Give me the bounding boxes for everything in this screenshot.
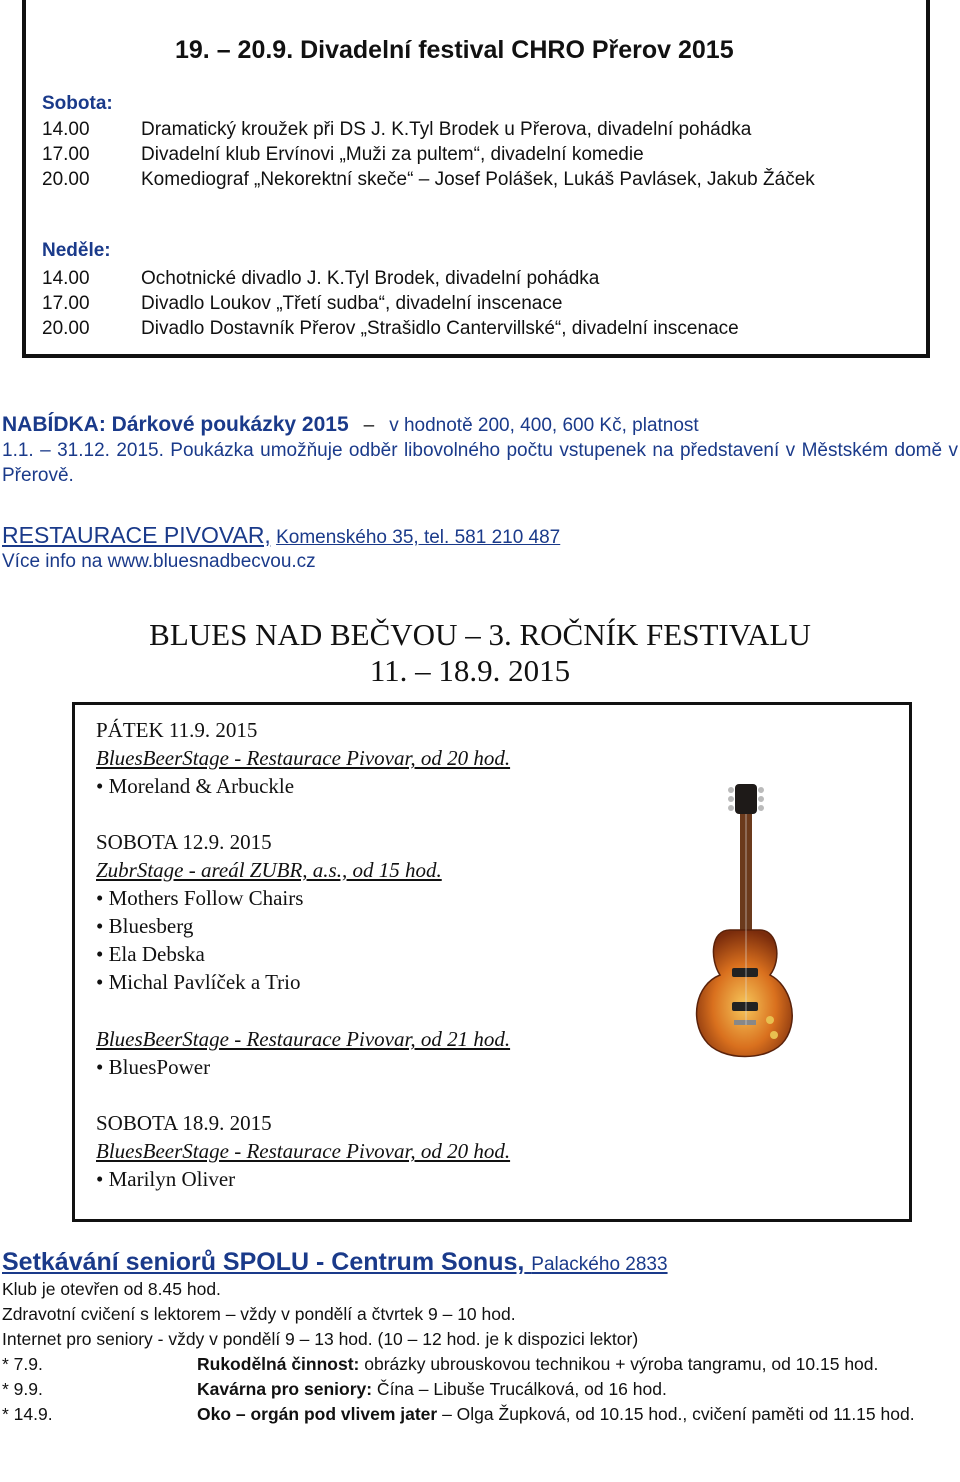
blues-band: • BluesPower [96, 1055, 211, 1079]
restaurant-section [2, 523, 560, 574]
restaurant-address: Komenského 35, tel. 581 210 487 [276, 527, 561, 548]
event-date: * 7.9. [2, 1354, 43, 1374]
blues-stage: ZubrStage - areál ZUBR, a.s., od 15 hod. [96, 858, 442, 882]
blues-stage: BluesBeerStage - Restaurace Pivovar, od 20 hod. [96, 1139, 511, 1163]
event-title: Rukodělná činnost: [197, 1354, 360, 1374]
restaurant-name: RESTAURACE PIVOVAR, [2, 522, 271, 548]
seniors-address: Palackého 2833 [531, 1254, 668, 1275]
offer-dash: – [363, 415, 375, 436]
day-label-sunday: Neděle: [42, 240, 111, 261]
event-text: Čína – Libuše Trucálková, od 16 hod. [372, 1379, 667, 1399]
blues-title-block [0, 617, 960, 689]
seniors-event [2, 1402, 958, 1427]
schedule-text: Ochotnické divadlo J. K.Tyl Brodek, divadelní pohádka [141, 268, 600, 289]
blues-band: • Michal Pavlíček a Trio [96, 970, 301, 994]
event-date: * 14.9. [2, 1404, 53, 1424]
restaurant-info: Více info na www.bluesnadbecvou.cz [2, 551, 316, 572]
blues-band: • Mothers Follow Chairs [96, 886, 304, 910]
schedule-time: 20.00 [42, 318, 90, 339]
event-title: Kavárna pro seniory: [197, 1379, 373, 1399]
seniors-title: Setkávání seniorů SPOLU - Centrum Sonus, [2, 1248, 525, 1276]
seniors-title-line [2, 1250, 958, 1277]
schedule-row [42, 266, 881, 291]
schedule-text: Divadlo Dostavník Přerov „Strašidlo Cantervillské“, divadelní inscenace [141, 318, 739, 339]
seniors-section [2, 1250, 958, 1427]
offer-text: 1.1. – 31.12. 2015. Poukázka umožňuje odběr libovolného počtu vstupenek na představení v Městském domě v Přerově. [2, 440, 958, 486]
blues-band: • Bluesberg [96, 914, 194, 938]
blues-stage: BluesBeerStage - Restaurace Pivovar, od 20 hod. [96, 746, 511, 770]
schedule-text: Komediograf „Nekorektní skeče“ – Josef Polášek, Lukáš Pavlásek, Jakub Žáček [141, 169, 815, 190]
blues-day: PÁTEK 11.9. 2015 [96, 718, 258, 742]
schedule-time: 17.00 [42, 144, 90, 165]
blues-title: BLUES NAD BEČVOU – 3. ROČNÍK FESTIVALU [149, 617, 811, 652]
schedule-text: Divadelní klub Ervínovi „Muži za pultem“, divadelní komedie [141, 144, 644, 165]
blues-day: SOBOTA 18.9. 2015 [96, 1111, 272, 1135]
offer-values: v hodnotě 200, 400, 600 Kč, platnost [389, 415, 699, 436]
day-label-saturday: Sobota: [42, 93, 113, 114]
blues-band: • Moreland & Arbuckle [96, 774, 295, 798]
schedule-text: Dramatický kroužek při DS J. K.Tyl Brodek u Přerova, divadelní pohádka [141, 119, 752, 140]
event-date: * 9.9. [2, 1379, 43, 1399]
blues-band: • Marilyn Oliver [96, 1167, 236, 1191]
blues-dates: 11. – 18.9. 2015 [369, 653, 571, 688]
schedule-row [42, 316, 881, 341]
blues-band: • Ela Debska [96, 942, 205, 966]
seniors-info: Internet pro seniory - vždy v pondělí 9 – 13 hod. (10 – 12 hod. je k dispozici lektor) [2, 1329, 639, 1349]
schedule-text: Divadlo Loukov „Třetí sudba“, divadelní inscenace [141, 293, 563, 314]
seniors-info: Zdravotní cvičení s lektorem – vždy v pondělí a čtvrtek 9 – 10 hod. [2, 1304, 516, 1324]
blues-day: SOBOTA 12.9. 2015 [96, 830, 272, 854]
guitar-icon [690, 780, 800, 1065]
seniors-event [2, 1352, 958, 1377]
event-title: Oko – orgán pod vlivem jater [197, 1404, 438, 1424]
seniors-event [2, 1377, 958, 1402]
event-text: obrázky ubrouskovou technikou + výroba tangramu, od 10.15 hod. [359, 1354, 879, 1374]
schedule-time: 14.00 [42, 119, 90, 140]
schedule-time: 20.00 [42, 169, 90, 190]
offer-heading: NABÍDKA: Dárkové poukázky 2015 [2, 413, 349, 436]
schedule-row [42, 117, 881, 142]
schedule-time: 14.00 [42, 268, 90, 289]
seniors-info: Klub je otevřen od 8.45 hod. [2, 1279, 221, 1299]
event-text: – Olga Župková, od 10.15 hod., cvičení paměti od 11.15 hod. [437, 1404, 915, 1424]
blues-stage: BluesBeerStage - Restaurace Pivovar, od 21 hod. [96, 1027, 511, 1051]
schedule-row [42, 291, 881, 316]
offer-section [2, 412, 958, 488]
schedule-time: 17.00 [42, 293, 90, 314]
schedule-row [42, 167, 881, 192]
festival-title: 19. – 20.9. Divadelní festival CHRO Přerov 2015 [175, 36, 734, 64]
schedule-row [42, 142, 881, 167]
